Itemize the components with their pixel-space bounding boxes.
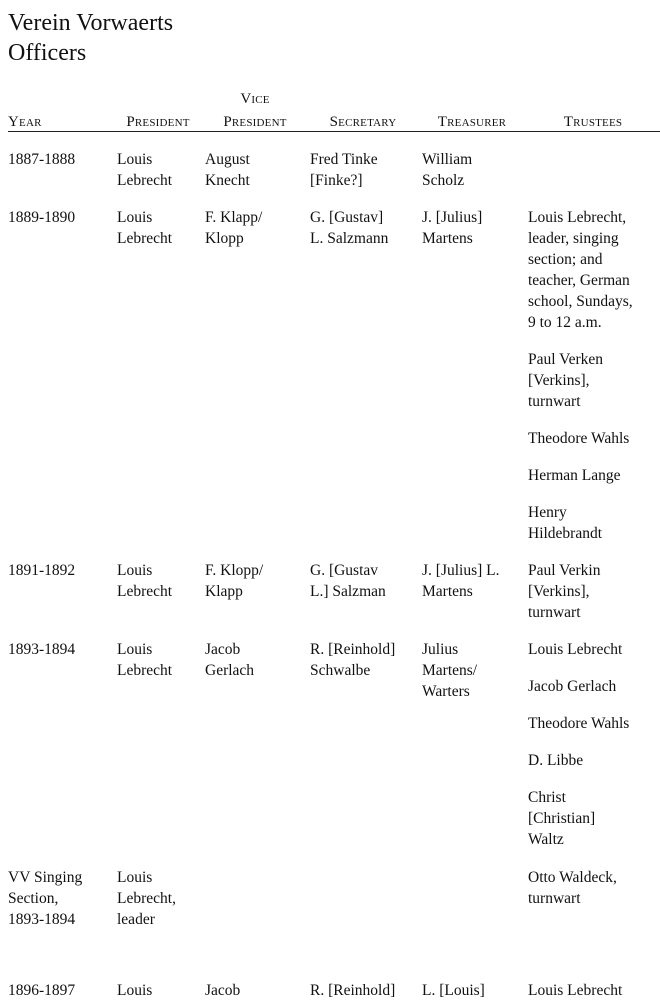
cell-line: Martens bbox=[422, 583, 473, 600]
cell-line: Louis bbox=[117, 641, 153, 658]
page-title bbox=[8, 8, 173, 68]
president-cell bbox=[117, 639, 199, 681]
cell-line: Theodore Wahls bbox=[528, 430, 630, 447]
cell-line: [Finke?] bbox=[310, 172, 363, 189]
column-header-vice-president: Vice President bbox=[223, 91, 287, 130]
cell-line: Jacob bbox=[205, 982, 241, 999]
column-header-secretary: Secretary bbox=[329, 114, 397, 130]
cell-line: Herman Lange bbox=[528, 467, 621, 484]
treasurer-cell bbox=[422, 560, 522, 602]
column-header-treasurer: Treasurer bbox=[437, 114, 507, 130]
cell-line: 1887-1888 bbox=[8, 151, 76, 168]
cell-line: L. [Louis] bbox=[422, 982, 485, 999]
treasurer-cell bbox=[422, 207, 522, 249]
title-line-1: Verein Vorwaerts bbox=[8, 10, 174, 36]
year-cell bbox=[8, 639, 108, 660]
trustees-cell bbox=[528, 207, 658, 544]
trustee-entry bbox=[528, 465, 658, 486]
cell-line: F. Klapp/ bbox=[205, 209, 263, 226]
cell-line: August bbox=[205, 151, 250, 168]
cell-line: J. [Julius] L. bbox=[422, 562, 500, 579]
cell-line: section; and bbox=[528, 251, 603, 268]
cell-line: [Verkins], bbox=[528, 583, 590, 600]
cell-line: Louis Lebrecht, bbox=[528, 209, 627, 226]
cell-line: Hildebrandt bbox=[528, 525, 603, 542]
vice-president-cell bbox=[205, 639, 305, 681]
cell-line: G. [Gustav bbox=[310, 562, 379, 579]
cell-line: R. [Reinhold] bbox=[310, 982, 396, 999]
cell-line: Louis bbox=[117, 869, 153, 886]
vice-president-cell bbox=[205, 560, 305, 602]
president-cell bbox=[117, 980, 199, 1001]
cell-line: Klopp bbox=[205, 230, 244, 247]
cell-line: 1893-1894 bbox=[8, 911, 76, 928]
cell-line: Schwalbe bbox=[310, 662, 371, 679]
secretary-cell bbox=[310, 980, 416, 1001]
cell-line: R. [Reinhold] bbox=[310, 641, 396, 658]
cell-line: Louis bbox=[117, 151, 153, 168]
trustee-entry bbox=[528, 750, 658, 771]
column-header-president: President bbox=[126, 114, 190, 130]
cell-line: Lebrecht bbox=[117, 230, 173, 247]
cell-line: Martens/ bbox=[422, 662, 478, 679]
cell-line: Martens bbox=[422, 230, 473, 247]
cell-line: Warters bbox=[422, 683, 470, 700]
cell-line: F. Klopp/ bbox=[205, 562, 264, 579]
cell-line: Scholz bbox=[422, 172, 465, 189]
cell-line: VV Singing bbox=[8, 869, 83, 886]
column-header-year: Year bbox=[8, 114, 42, 130]
cell-line: teacher, German bbox=[528, 272, 630, 289]
president-cell bbox=[117, 867, 199, 930]
trustee-entry bbox=[528, 713, 658, 734]
trustee-entry bbox=[528, 676, 658, 697]
trustees-cell bbox=[528, 980, 658, 1001]
cell-line: [Verkins], bbox=[528, 372, 590, 389]
cell-line: Louis bbox=[117, 562, 153, 579]
cell-line: turnwart bbox=[528, 890, 581, 907]
cell-line: Otto Waldeck, bbox=[528, 869, 617, 886]
treasurer-cell bbox=[422, 980, 522, 1001]
year-cell bbox=[8, 207, 108, 228]
cell-line: Louis bbox=[117, 982, 153, 999]
cell-line: D. Libbe bbox=[528, 752, 584, 769]
vice-president-cell bbox=[205, 207, 305, 249]
cell-line: Waltz bbox=[528, 831, 564, 848]
header-rule bbox=[8, 131, 660, 132]
cell-line: leader bbox=[117, 911, 155, 928]
cell-line: Paul Verkin bbox=[528, 562, 601, 579]
trustees-cell bbox=[528, 867, 658, 909]
trustees-cell bbox=[528, 639, 658, 850]
cell-line: Jacob Gerlach bbox=[528, 678, 617, 695]
secretary-cell bbox=[310, 560, 416, 602]
cell-line: Klapp bbox=[205, 583, 243, 600]
cell-line: turnwart bbox=[528, 604, 581, 621]
trustee-entry bbox=[528, 639, 658, 660]
cell-line: L. Salzmann bbox=[310, 230, 389, 247]
cell-line: Julius bbox=[422, 641, 459, 658]
cell-line: Section, bbox=[8, 890, 59, 907]
cell-line: Lebrecht bbox=[117, 583, 173, 600]
cell-line: Paul Verken bbox=[528, 351, 604, 368]
cell-line: William bbox=[422, 151, 473, 168]
vice-president-cell bbox=[205, 980, 305, 1001]
cell-line: Louis bbox=[117, 209, 153, 226]
vice-president-cell bbox=[205, 149, 305, 191]
cell-line: turnwart bbox=[528, 393, 581, 410]
cell-line: Jacob bbox=[205, 641, 241, 658]
trustee-entry bbox=[528, 207, 658, 333]
trustee-entry bbox=[528, 980, 658, 1001]
cell-line: Lebrecht bbox=[117, 662, 173, 679]
secretary-cell bbox=[310, 639, 416, 681]
cell-line: 1896-1897 bbox=[8, 982, 76, 999]
cell-line: Louis Lebrecht bbox=[528, 982, 623, 999]
year-cell bbox=[8, 149, 108, 170]
column-header-trustees: Trustees bbox=[563, 114, 623, 130]
cell-line: Theodore Wahls bbox=[528, 715, 630, 732]
secretary-cell bbox=[310, 207, 416, 249]
cell-line: Gerlach bbox=[205, 662, 255, 679]
year-cell bbox=[8, 867, 108, 930]
trustee-entry bbox=[528, 787, 658, 850]
cell-line: Knecht bbox=[205, 172, 250, 189]
title-line-2: Officers bbox=[8, 40, 87, 66]
cell-line: 1889-1890 bbox=[8, 209, 76, 226]
cell-line: school, Sundays, bbox=[528, 293, 633, 310]
cell-line: Christ bbox=[528, 789, 566, 806]
cell-line: J. [Julius] bbox=[422, 209, 483, 226]
cell-line: G. [Gustav] bbox=[310, 209, 384, 226]
cell-line: leader, singing bbox=[528, 230, 619, 247]
trustee-entry bbox=[528, 560, 658, 623]
secretary-cell bbox=[310, 149, 416, 191]
trustee-entry bbox=[528, 428, 658, 449]
cell-line: Lebrecht bbox=[117, 172, 173, 189]
trustee-entry bbox=[528, 349, 658, 412]
cell-line: Louis Lebrecht bbox=[528, 641, 623, 658]
cell-line: 9 to 12 a.m. bbox=[528, 314, 602, 331]
cell-line: L.] Salzman bbox=[310, 583, 386, 600]
president-cell bbox=[117, 207, 199, 249]
trustee-entry bbox=[528, 867, 658, 909]
cell-line: Fred Tinke bbox=[310, 151, 378, 168]
treasurer-cell bbox=[422, 149, 522, 191]
cell-line: Henry bbox=[528, 504, 567, 521]
cell-line: [Christian] bbox=[528, 810, 596, 827]
treasurer-cell bbox=[422, 639, 522, 702]
president-cell bbox=[117, 149, 199, 191]
cell-line: Lebrecht, bbox=[117, 890, 176, 907]
year-cell bbox=[8, 980, 108, 1001]
cell-line: 1891-1892 bbox=[8, 562, 76, 579]
trustee-entry bbox=[528, 502, 658, 544]
president-cell bbox=[117, 560, 199, 602]
year-cell bbox=[8, 560, 108, 581]
cell-line: 1893-1894 bbox=[8, 641, 76, 658]
trustees-cell bbox=[528, 560, 658, 623]
